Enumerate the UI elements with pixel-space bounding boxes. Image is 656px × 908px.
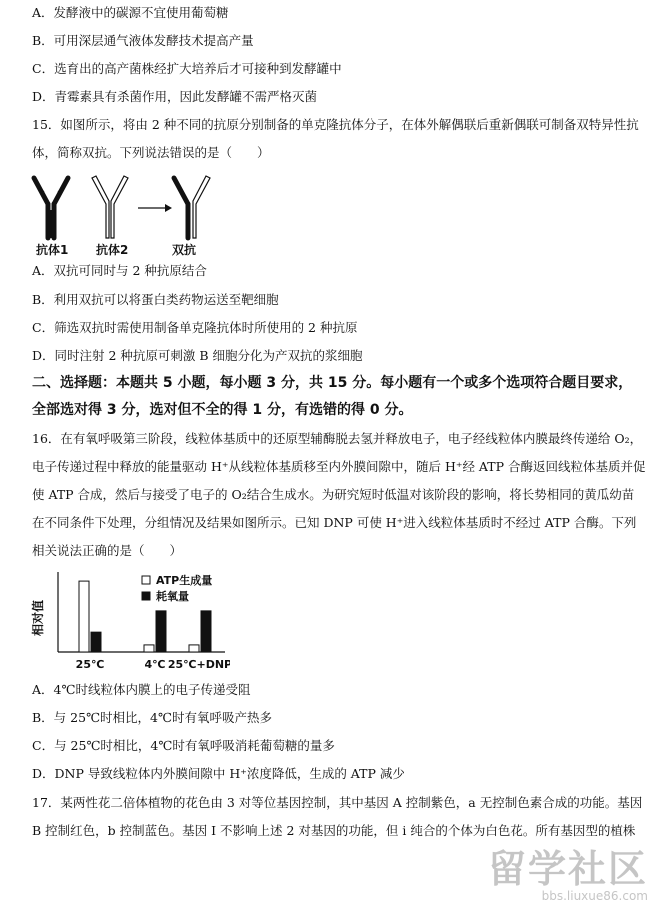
- site-watermark: [478, 838, 648, 903]
- q15-option-a: A．双抗可同时与 2 种抗原结合: [32, 263, 207, 278]
- bar-atp-1: [144, 645, 154, 652]
- bispecific-antibody-label: 双抗: [172, 243, 197, 257]
- q14-option-a: A．发酵液中的碳源不宜使用葡萄糖: [32, 5, 229, 20]
- legend-swatch-1: [142, 592, 150, 600]
- antibody-2-label: 抗体2: [96, 243, 129, 257]
- q16-stem-line-3: 使 ATP 合成，然后与接受了电子的 O₂结合生成水。为研究短时低温对该阶段的影响，将长势相同的黄瓜幼苗: [32, 487, 635, 502]
- x-tick-label-2: 25℃+DNP: [167, 658, 230, 671]
- q16-option-b: B．与 25℃时相比，4℃时有氧呼吸产热多: [32, 710, 272, 725]
- q15-stem-line-1: 15．如图所示，将由 2 种不同的抗原分别制备的单克隆抗体分子，在体外解偶联后重新偶联可制备双特异性抗: [32, 117, 639, 132]
- watermark-url: bbs.liuxue86.com: [541, 889, 648, 903]
- q14-option-b: B．可用深层通气液体发酵技术提高产量: [32, 33, 254, 48]
- antibody-2-icon: [92, 176, 128, 238]
- bar-oxygen-1: [156, 611, 166, 652]
- q16-stem-line-4: 在不同条件下处理，分组情况及结果如图所示。已知 DNP 可使 H⁺进入线粒体基质时不经过 ATP 合酶。下列: [32, 515, 637, 530]
- legend-label-0: ATP生成量: [156, 574, 213, 587]
- bar-oxygen-0: [91, 632, 101, 652]
- x-tick-label-1: 4℃: [144, 658, 166, 671]
- bar-atp-2: [189, 645, 199, 652]
- bar-atp-0: [79, 581, 89, 652]
- section-2-heading-line-1: 二、选择题：本题共 5 小题，每小题 3 分，共 15 分。每小题有一个或多个选项符合题目要求，: [32, 375, 633, 391]
- q16-stem-line-1: 16．在有氧呼吸第三阶段，线粒体基质中的还原型辅酶脱去氢并释放电子，电子经线粒体内膜最终传递给 O₂，: [32, 431, 643, 446]
- q16-option-a: A．4℃时线粒体内膜上的电子传递受阻: [32, 682, 251, 697]
- section-2-heading-line-2: 全部选对得 3 分，选对但不全的得 1 分，有选错的得 0 分。: [32, 402, 413, 418]
- watermark-logo-text: 留学社区: [487, 847, 648, 891]
- respiration-bar-chart: [30, 568, 230, 676]
- legend-label-1: 耗氧量: [156, 590, 189, 603]
- q16-stem-line-5: 相关说法正确的是（ ）: [32, 543, 183, 558]
- antibody-1-label: 抗体1: [36, 243, 69, 257]
- q17-stem-line-1: 17．某两性花二倍体植物的花色由 3 对等位基因控制，其中基因 A 控制紫色，a 无控制色素合成的功能。基因: [32, 795, 643, 810]
- bar-oxygen-2: [201, 611, 211, 652]
- q16-stem-line-2: 电子传递过程中释放的能量驱动 H⁺从线粒体基质移至内外膜间隙中，随后 H⁺经 ATP 合酶返回线粒体基质并促: [32, 459, 646, 474]
- arrow-right-icon: [138, 204, 172, 212]
- q15-option-d: D．同时注射 2 种抗原可刺激 B 细胞分化为产双抗的浆细胞: [32, 348, 363, 363]
- bispecific-antibody-icon: [174, 176, 210, 238]
- q14-option-d: D．青霉素具有杀菌作用，因此发酵罐不需严格灭菌: [32, 89, 318, 104]
- q16-option-d: D．DNP 导致线粒体内外膜间隙中 H⁺浓度降低，生成的 ATP 减少: [32, 766, 405, 781]
- q17-stem-line-2: B 控制红色，b 控制蓝色。基因 I 不影响上述 2 对基因的功能，但 i 纯合的个体为白色花。所有基因型的植株: [32, 823, 636, 838]
- x-tick-label-0: 25℃: [75, 658, 105, 671]
- chart-y-axis-label: 相对值: [31, 599, 45, 637]
- legend-swatch-0: [142, 576, 150, 584]
- q16-option-c: C．与 25℃时相比，4℃时有氧呼吸消耗葡萄糖的量多: [32, 738, 335, 753]
- q14-option-c: C．选育出的高产菌株经扩大培养后才可接种到发酵罐中: [32, 61, 342, 76]
- q15-option-c: C．筛选双抗时需使用制备单克隆抗体时所使用的 2 种抗原: [32, 320, 358, 335]
- q15-stem-line-2: 体，简称双抗。下列说法错误的是（ ）: [32, 145, 270, 160]
- q15-option-b: B．利用双抗可以将蛋白类药物运送至靶细胞: [32, 292, 279, 307]
